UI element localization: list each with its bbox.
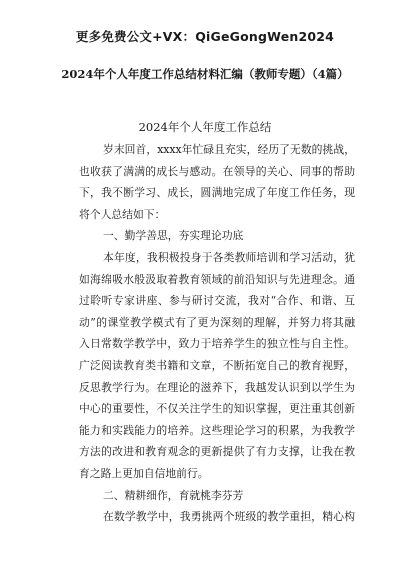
body-line: 过聆听专家讲座、参与研讨交流，我对“合作、和谐、互 bbox=[79, 294, 355, 308]
body-line: 也收获了满满的成长与感动。在领导的关心、同事的帮助 bbox=[79, 164, 355, 178]
body-line: 方法的改进和教育观念的更新提供了有力支撑，让我在教 bbox=[79, 445, 355, 459]
document-title: 2024年个人年度工作总结材料汇编（教师专题）（4篇） bbox=[61, 67, 349, 81]
body-line: 如海绵吸水般汲取着教育领域的前沿知识与先进理念。通 bbox=[79, 272, 355, 286]
body-line: 育之路上更加自信地前行。 bbox=[79, 466, 209, 480]
body-line: 广泛阅读教育类书籍和文章，不断拓宽自己的教育视野， bbox=[79, 358, 355, 372]
body-line: 中心的重要性，不仅关注学生的知识掌握，更注重其创新 bbox=[79, 402, 355, 416]
body-line: 下，我不断学习、成长，圆满地完成了年度工作任务，现 bbox=[79, 186, 355, 200]
body-line: 本年度，我积极投身于各类教师培训和学习活动，犹 bbox=[103, 250, 355, 264]
document-body bbox=[79, 139, 355, 528]
body-line: 二、精耕细作，育就桃李芬芳 bbox=[103, 488, 244, 502]
section-title: 2024年个人年度工作总结 bbox=[138, 120, 272, 134]
body-line: 能力和实践能力的培养。这些理论学习的积累，为我教学 bbox=[79, 423, 355, 437]
body-line: 一、勤学善思，夯实理论功底 bbox=[103, 229, 244, 243]
body-line: 反思教学行为。在理论的滋养下，我越发认识到以学生为 bbox=[79, 380, 355, 394]
body-line: 岁末回首，xxxx年忙碌且充实，经历了无数的挑战， bbox=[103, 143, 355, 156]
promo-header: 更多免费公文+VX：QiGeGongWen2024 bbox=[75, 29, 335, 44]
body-line: 动”的课堂教学模式有了更为深刻的理解，并努力将其融 bbox=[79, 315, 355, 329]
body-line: 将个人总结如下： bbox=[79, 207, 166, 221]
body-line: 在数学教学中，我勇挑两个班级的教学重担，精心构 bbox=[103, 510, 355, 524]
body-line: 入日常数学教学中，致力于培养学生的独立性与自主性。 bbox=[79, 337, 355, 351]
